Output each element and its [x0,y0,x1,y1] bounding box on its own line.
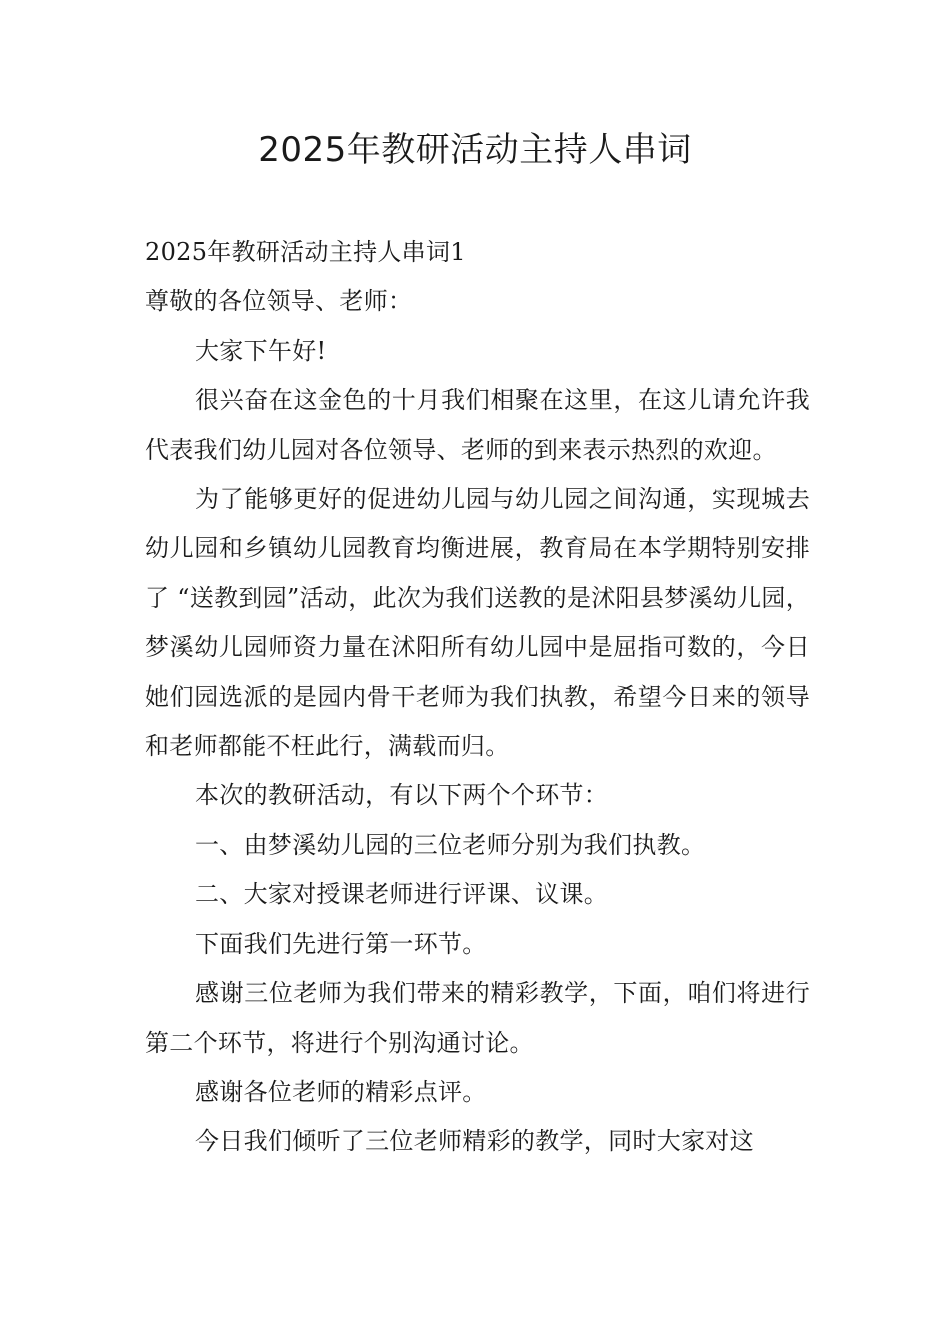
paragraph-thanks-comments: 感谢各位老师的精彩点评。 [195,1077,487,1106]
paragraph-thanks-teaching: 感谢三位老师为我们带来的精彩教学，下面，咱们将进行第二个环节，将进行个别沟通讨论。 [145,979,810,1057]
paragraph-background: 为了能够更好的促进幼儿园与幼儿园之间沟通，实现城去幼儿园和乡镇幼儿园教育均衡进展，教育局在本学期特别安排了 “送教到园”活动，此次为我们送教的是沭阳县梦溪幼儿园，梦溪幼儿园师资力量在沭阳所有幼儿园中是屈指可数的，今日她们园选派的是园内骨干老师为我们执教，希望今日来的领导和老师都能不枉此行，满载而归。 [145,485,810,761]
paragraph-closing: 今日我们倾听了三位老师精彩的教学，同时大家对这 [195,1127,754,1156]
salutation: 尊敬的各位领导、老师： [145,287,413,316]
paragraph-greeting: 大家下午好! [195,336,327,365]
paragraph-first-stage: 下面我们先进行第一环节。 [195,929,487,958]
paragraph-agenda-intro: 本次的教研活动，有以下两个个环节： [195,781,609,810]
agenda-item-2: 二、大家对授课老师进行评课、议课。 [195,880,609,909]
paragraph-welcome: 很兴奋在这金色的十月我们相聚在这里，在这儿请允许我代表我们幼儿园对各位领导、老师的到来表示热烈的欢迎。 [145,386,810,464]
document-body [145,228,810,1167]
agenda-item-1: 一、由梦溪幼儿园的三位老师分别为我们执教。 [195,830,706,859]
document-title: 2025年教研活动主持人串词 [258,130,692,170]
section-heading: 2025年教研活动主持人串词1 [145,238,466,266]
